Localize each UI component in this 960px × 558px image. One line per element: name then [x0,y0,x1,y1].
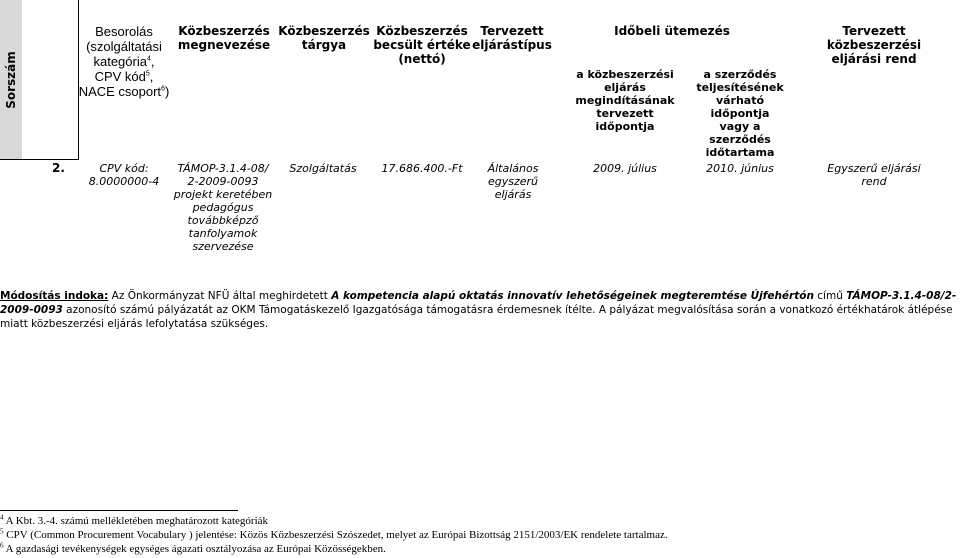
cell-line: CPV kód: [99,162,149,175]
cell-line: 8.0000000-4 [88,175,160,188]
note-lead: Módosítás indoka: [0,290,109,302]
header-megnevezes [172,24,276,52]
note-text: című [813,290,847,302]
cell-line: tanfolyamok [188,227,258,240]
besorolas-line: kategória$^4$, [93,54,155,69]
header-line: becsült értéke [373,38,471,52]
header-line: várható [715,94,765,107]
header-line: Közbeszerzés [178,24,270,38]
header-targya [278,24,370,52]
cell-line: eljárás [494,188,532,201]
header-besorolas [78,24,170,99]
header-line: eljárás [604,81,646,94]
footnote-number: 4 [0,513,4,522]
cell-line: Egyszerű eljárási [827,162,921,175]
footnote-ref: 6 [161,85,165,93]
row-becsult: 17.686.400.-Ft [381,162,463,175]
header-line: megindításának [575,94,675,107]
row-divider [0,159,78,160]
footnote-number: 6 [0,541,4,550]
header-line: megnevezése [177,38,271,52]
header-line: Közbeszerzés [376,24,468,38]
cell-line: pedagógus [192,201,254,214]
besorolas-text: kategória [93,54,147,69]
header-line: vagy a [719,120,761,133]
header-tipus [472,24,552,52]
cell-line: szervezése [192,240,254,253]
row-besorolas [82,162,166,188]
note-text: azonosító számú pályázatát az OKM Támogatáskezelő Igazgatósága támogatásra érdemesnek ítélte. A pályázat megvalósítása során a vonatkozó értékhatárok átlépése miatt közbeszerzési eljárás lefolytatása szükséges. [0,304,953,330]
cell-line: 2-2009-0093 [187,175,259,188]
besorolas-line: CPV kód$^5$, [94,69,154,84]
besorolas-text: CPV kód [94,69,146,84]
header-line: teljesítésének [696,81,784,94]
besorolas-text: ) [164,84,170,99]
row-rend [792,162,956,188]
header-teljesites [692,68,788,159]
footnote-text: A Kbt. 3.-4. számú mellékletében meghatározott kategóriák [3,515,269,527]
cell-line: rend [861,175,887,188]
header-line: szerződés [709,133,771,146]
footnote-number: 5 [0,527,4,536]
header-line: közbeszerzési [826,38,922,52]
header-utemezes: Időbeli ütemezés [614,24,730,38]
header-line: eljárási rend [831,52,917,66]
procurement-table [0,0,960,255]
cell-line: Általános [487,162,539,175]
footnote [0,528,668,542]
besorolas-line: Besorolás [95,24,153,39]
footnote-ref: 4 [146,55,151,63]
footnote-text: A gazdasági tevékenységek egységes ágazati osztályozása az Európai Közösségekben. [3,543,386,555]
header-rend [792,24,956,66]
header-line: időtartama [705,146,775,159]
header-becsult [370,24,474,66]
header-line: időpontja [710,107,770,120]
row-number: 2. [52,161,65,175]
cell-line: TÁMOP-3.1.4-08/ [177,162,269,175]
header-line: Tervezett [480,24,544,38]
header-line: tervezett [596,107,654,120]
sorszam-header-cell [0,0,22,160]
footnote-separator [0,510,238,511]
header-line: Tervezett [842,24,906,38]
header-line: eljárástípus [472,38,552,52]
besorolas-line: (szolgáltatási [86,39,162,54]
row-inditas: 2009. július [593,162,657,175]
note-emphasis: TÁMOP-3.1.4-08/2-2009-0093 [0,290,957,316]
header-line: tárgya [301,38,347,52]
row-teljesites: 2010. június [706,162,774,175]
note-emphasis: A kompetencia alapú oktatás innovatív lehetőségeinek megteremtése Újfehértón [331,290,814,302]
cell-line: továbbképző [187,214,259,227]
footnote-ref: 5 [145,70,150,78]
sorszam-header: Sorszám [4,51,18,109]
modification-reason [0,289,960,331]
cell-line: egyszerű [487,175,539,188]
cell-line: projekt keretében [173,188,273,201]
header-line: a szerződés [703,68,777,81]
header-line: Közbeszerzés [278,24,370,38]
row-tipus [474,162,552,201]
footnote [0,514,268,528]
header-line: időpontja [595,120,655,133]
header-line: a közbeszerzési [576,68,674,81]
note-text: Az Önkormányzat NFÜ által meghirdetett [108,290,332,302]
besorolas-text: NACE csoport [78,84,162,99]
footnote-text: CPV (Common Procurement Vocabulary ) jelentése: Közös Közbeszerzési Szószedet, melyet az Európai Bizottság 2151/2003/EK rendelete tartalmaz. [3,529,668,541]
row-targya: Szolgáltatás [289,162,357,175]
header-inditas [566,68,684,133]
header-line: (nettó) [398,52,446,66]
footnote [0,542,386,556]
besorolas-line [78,84,170,99]
row-megnevezes [168,162,278,253]
